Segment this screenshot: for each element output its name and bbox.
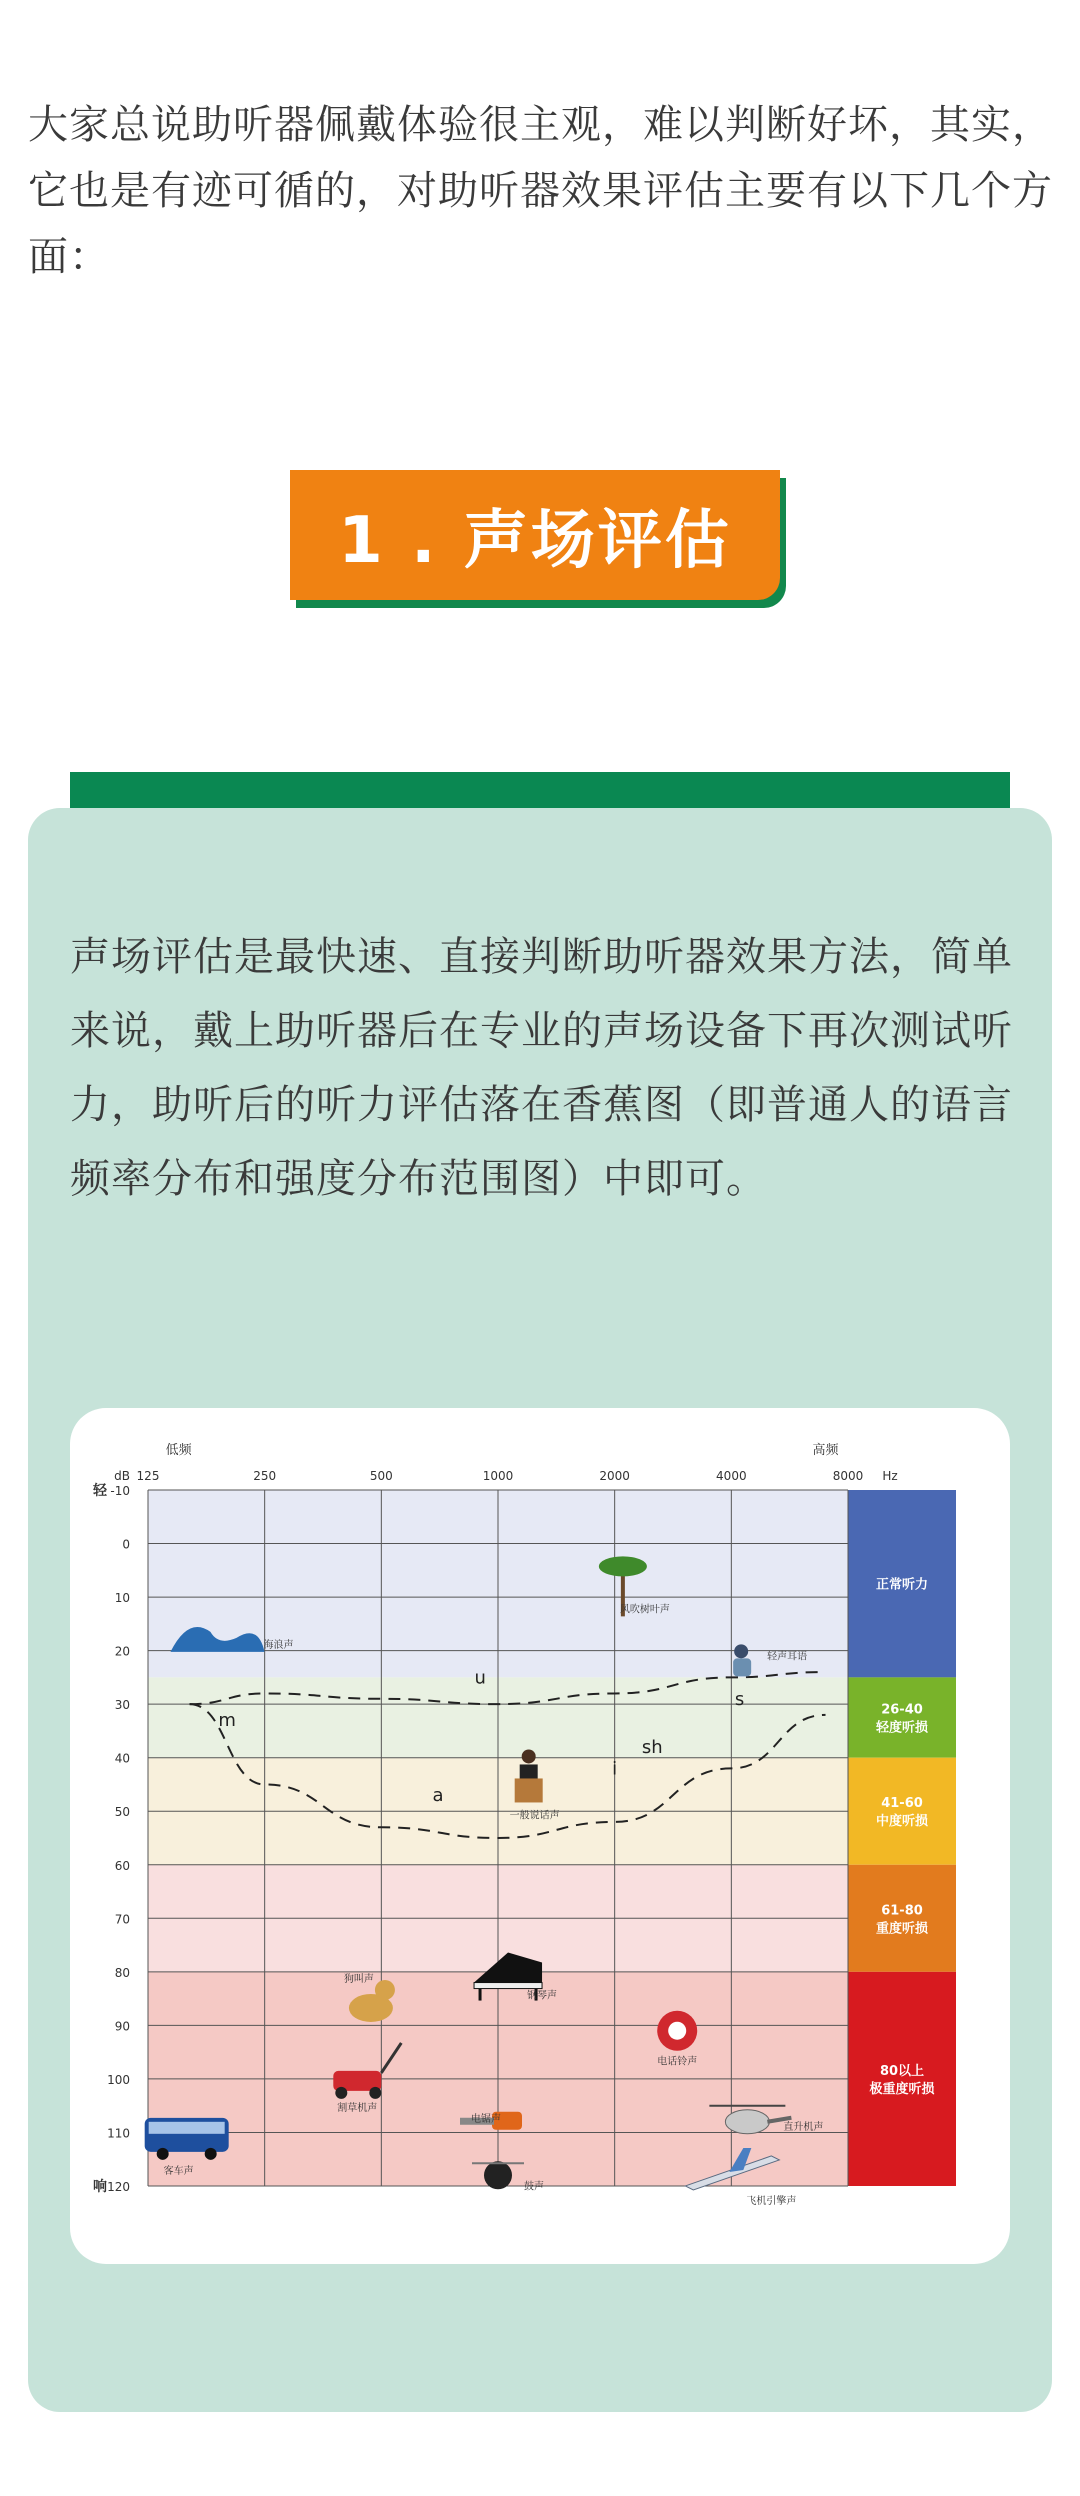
speaker-body <box>520 1764 538 1780</box>
x-tick-label: 500 <box>369 1469 393 1483</box>
sound-label: 飞机引擎声 <box>746 2195 797 2207</box>
y-label-top: 轻 <box>93 1483 107 1499</box>
y-tick-label: -10 <box>110 1484 130 1498</box>
mower-wheel <box>335 2087 347 2099</box>
legend-level-label: 中度听损 <box>875 1814 929 1830</box>
y-tick-label: 0 <box>122 1537 130 1552</box>
sound-label: 狗叫声 <box>343 1973 374 1985</box>
panel-top-bar <box>70 772 1010 808</box>
section-title-badge <box>290 470 786 608</box>
y-tick-label: 80 <box>114 1965 130 1980</box>
sound-label: 电话铃声 <box>657 2056 698 2068</box>
intro-paragraph: 大家总说助听器佩戴体验很主观，难以判断好坏，其实，它也是有迹可循的，对助听器效果评估主要有以下几个方面： <box>28 102 1053 280</box>
sound-label: 割草机声 <box>337 2102 378 2114</box>
mower-wheel <box>369 2087 381 2099</box>
legend-level-label: 重度听损 <box>875 1921 929 1937</box>
x-tick-label: 4000 <box>716 1469 747 1483</box>
y-tick-label: 90 <box>114 2019 130 2034</box>
bus-windows <box>149 2122 225 2134</box>
y-tick-label: 20 <box>114 1644 130 1659</box>
sound-label: 海浪声 <box>263 1639 294 1651</box>
phoneme-label: i <box>612 1758 618 1780</box>
sound-label: 钢琴声 <box>527 1990 558 2002</box>
podium <box>515 1778 543 1802</box>
sound-label: 风吹树叶声 <box>619 1604 670 1616</box>
person-head <box>734 1644 748 1658</box>
person-body <box>733 1658 751 1676</box>
sound-label: 鼓声 <box>524 2181 544 2193</box>
legend-level-label: 极重度听损 <box>869 2081 935 2097</box>
y-tick-label: 50 <box>114 1805 130 1820</box>
y-tick-label: 70 <box>114 1912 130 1927</box>
legend-range-label: 26-40 <box>881 1702 923 1718</box>
speaker-head <box>522 1749 536 1763</box>
y-tick-label: 110 <box>107 2126 130 2141</box>
sound-label: 客车声 <box>163 2165 194 2177</box>
phoneme-label: m <box>218 1710 236 1732</box>
sound-label: 轻声耳语 <box>767 1651 808 1663</box>
x-tick-label: 1000 <box>482 1469 514 1483</box>
phoneme-label: sh <box>641 1736 663 1758</box>
panel-paragraph: 声场评估是最快速、直接判断助听器效果方法，简单来说，戴上助听器后在专业的声场设备下再次测试听力，助听后的听力评估落在香蕉图（即普通人的语言频率分布和强度分布范围图）中即可。 <box>70 934 1013 1202</box>
legend-level-label: 正常听力 <box>875 1577 929 1593</box>
sound-label: 一般说话声 <box>509 1810 560 1822</box>
bus-wheel <box>157 2148 169 2160</box>
y-tick-label: 10 <box>114 1591 130 1606</box>
phone-dial <box>668 2022 686 2040</box>
phoneme-label: u <box>474 1667 486 1689</box>
y-label-bottom: 响 <box>93 2179 107 2195</box>
x-tick-label: 250 <box>253 1469 277 1483</box>
heli-body <box>725 2110 769 2134</box>
bus-wheel <box>205 2148 217 2160</box>
y-tick-label: 100 <box>107 2072 130 2087</box>
y-tick-label: 40 <box>114 1751 130 1766</box>
legend-range-label: 41-60 <box>881 1796 923 1812</box>
y-tick-label: 60 <box>114 1858 130 1873</box>
x-tick-label: 2000 <box>599 1469 630 1483</box>
sound-label: 电锯声 <box>471 2113 501 2125</box>
x-unit-label: Hz <box>882 1469 898 1483</box>
phoneme-label: a <box>432 1785 444 1807</box>
x-label-low: 低频 <box>165 1443 192 1458</box>
y-unit-label: dB <box>114 1469 130 1483</box>
y-tick-label: 120 <box>107 2180 130 2194</box>
legend-level-label: 轻度听损 <box>875 1720 929 1736</box>
section-title: 1 . 声场评估 <box>290 470 780 600</box>
x-tick-label: 8000 <box>832 1469 864 1483</box>
x-tick-label: 125 <box>136 1469 160 1483</box>
legend-range-label: 80以上 <box>879 2063 925 2079</box>
piano-keys <box>474 1983 542 1989</box>
drum-body <box>484 2161 512 2189</box>
x-label-high: 高频 <box>812 1443 839 1458</box>
content-panel <box>28 808 1052 2412</box>
legend-range-label: 61-80 <box>881 1903 923 1919</box>
dog-head <box>375 1980 395 2000</box>
audiogram-chart <box>70 1408 1010 2264</box>
audiogram-card <box>70 1408 1010 2264</box>
y-tick-label: 30 <box>114 1698 130 1713</box>
sound-label: 直升机声 <box>783 2121 824 2133</box>
palm-leaves <box>599 1556 647 1576</box>
phoneme-label: s <box>734 1688 745 1710</box>
